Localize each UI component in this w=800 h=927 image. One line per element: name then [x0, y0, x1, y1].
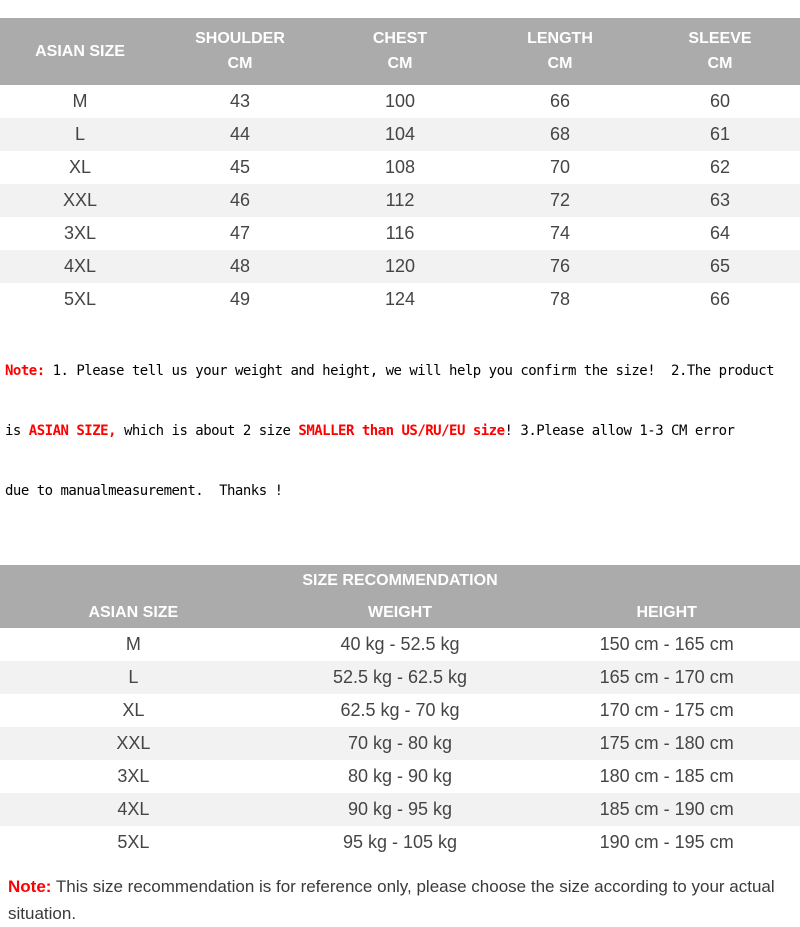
- length-cell: 72: [549, 190, 571, 210]
- length-cell: 66: [549, 91, 571, 111]
- shoulder-cell: 49: [229, 289, 251, 309]
- table-row: [0, 184, 800, 217]
- measurement-table: [0, 18, 800, 316]
- table-row: [0, 760, 800, 793]
- size-cell: M: [72, 91, 88, 111]
- column-label: ASIAN SIZE: [35, 42, 125, 60]
- sleeve-cell: 65: [709, 256, 731, 276]
- length-cell: 70: [549, 157, 571, 177]
- note-text: due to manualmeasurement. Thanks !: [5, 483, 283, 499]
- column-label: LENGTH: [527, 30, 593, 47]
- column-header-chest: [320, 18, 480, 85]
- weight-cell: 52.5 kg - 62.5 kg: [332, 667, 468, 687]
- size-cell: XL: [68, 157, 92, 177]
- note-line: [5, 481, 800, 501]
- length-cell: 74: [549, 223, 571, 243]
- column-header-length: [480, 18, 640, 85]
- sleeve-cell: 63: [709, 190, 731, 210]
- table-row: [0, 793, 800, 826]
- shoulder-cell: 47: [229, 223, 251, 243]
- table-title: SIZE RECOMMENDATION: [302, 572, 498, 589]
- column-header-shoulder: [160, 18, 320, 85]
- shoulder-cell: 45: [229, 157, 251, 177]
- sleeve-cell: 62: [709, 157, 731, 177]
- weight-cell: 95 kg - 105 kg: [342, 832, 458, 852]
- column-header-asian-size: ASIAN SIZE: [88, 603, 179, 621]
- recommendation-table-body: [0, 628, 800, 859]
- chest-cell: 100: [384, 91, 416, 111]
- measurement-table-body: [0, 85, 800, 316]
- weight-cell: 80 kg - 90 kg: [347, 766, 453, 786]
- table-row: [0, 283, 800, 316]
- chest-cell: 124: [384, 289, 416, 309]
- column-header-weight: WEIGHT: [368, 603, 432, 621]
- size-cell: 3XL: [63, 223, 97, 243]
- note-highlight: ASIAN SIZE,: [28, 423, 117, 439]
- sleeve-cell: 61: [709, 124, 731, 144]
- sizing-note: [5, 321, 800, 521]
- size-cell: L: [128, 667, 139, 687]
- recommendation-table-header: [0, 565, 800, 628]
- note-label: Note:: [5, 363, 45, 379]
- size-cell: XXL: [62, 190, 98, 210]
- table-row: [0, 661, 800, 694]
- column-unit: CM: [547, 55, 573, 72]
- shoulder-cell: 44: [229, 124, 251, 144]
- table-row: [0, 727, 800, 760]
- length-cell: 76: [549, 256, 571, 276]
- shoulder-cell: 43: [229, 91, 251, 111]
- weight-cell: 90 kg - 95 kg: [347, 799, 453, 819]
- size-cell: 4XL: [63, 256, 97, 276]
- chest-cell: 112: [385, 190, 415, 210]
- note-label: Note:: [8, 877, 52, 896]
- height-cell: 190 cm - 195 cm: [599, 832, 734, 852]
- note-line: [5, 361, 800, 381]
- size-cell: 5XL: [117, 832, 150, 852]
- table-row: [0, 826, 800, 859]
- sleeve-cell: 60: [709, 91, 731, 111]
- measurement-table-header: [0, 18, 800, 85]
- note-text: is: [5, 423, 29, 439]
- note-text: which is about 2 size: [116, 423, 299, 439]
- height-cell: 180 cm - 185 cm: [599, 766, 734, 786]
- height-cell: 165 cm - 170 cm: [599, 667, 734, 687]
- length-cell: 78: [549, 289, 571, 309]
- chest-cell: 116: [385, 223, 415, 243]
- table-row: [0, 628, 800, 661]
- height-cell: 185 cm - 190 cm: [599, 799, 734, 819]
- size-cell: L: [74, 124, 85, 144]
- weight-cell: 40 kg - 52.5 kg: [340, 634, 460, 654]
- table-row: [0, 85, 800, 118]
- size-cell: 3XL: [117, 766, 150, 786]
- size-cell: M: [125, 634, 141, 654]
- column-header-asian-size: [0, 18, 160, 85]
- recommendation-table: [0, 565, 800, 859]
- table-row: [0, 217, 800, 250]
- sleeve-cell: 66: [709, 289, 731, 309]
- shoulder-cell: 46: [229, 190, 251, 210]
- size-cell: XL: [122, 700, 145, 720]
- column-unit: CM: [707, 55, 733, 72]
- chest-cell: 120: [384, 256, 416, 276]
- chest-cell: 104: [384, 124, 416, 144]
- length-cell: 68: [549, 124, 571, 144]
- size-cell: 4XL: [117, 799, 150, 819]
- table-row: [0, 151, 800, 184]
- note-text: 1. Please tell us your weight and height, we will help you confirm the size! 2.The product: [44, 363, 775, 379]
- sleeve-cell: 64: [709, 223, 731, 243]
- table-row: [0, 694, 800, 727]
- column-header-sleeve: [640, 18, 800, 85]
- size-cell: XXL: [116, 733, 151, 753]
- recommendation-note: [8, 873, 790, 927]
- note-text: ! 3.Please allow 1-3 CM error: [504, 423, 735, 439]
- column-header-height: HEIGHT: [636, 603, 697, 621]
- column-label: CHEST: [372, 30, 428, 47]
- note-text: This size recommendation is for reference only, please choose the size according to your actual situation.: [8, 877, 775, 923]
- column-unit: CM: [227, 55, 253, 72]
- recommendation-columns: [0, 597, 800, 628]
- column-label: SHOULDER: [195, 30, 285, 47]
- weight-cell: 62.5 kg - 70 kg: [340, 700, 460, 720]
- height-cell: 170 cm - 175 cm: [599, 700, 734, 720]
- height-cell: 150 cm - 165 cm: [599, 634, 734, 654]
- shoulder-cell: 48: [229, 256, 251, 276]
- table-row: [0, 250, 800, 283]
- chest-cell: 108: [384, 157, 416, 177]
- note-line: [5, 421, 800, 441]
- height-cell: 175 cm - 180 cm: [599, 733, 734, 753]
- weight-cell: 70 kg - 80 kg: [347, 733, 453, 753]
- column-unit: CM: [387, 55, 413, 72]
- size-cell: 5XL: [63, 289, 97, 309]
- column-label: SLEEVE: [688, 30, 752, 47]
- table-row: [0, 118, 800, 151]
- note-highlight: SMALLER than US/RU/EU size: [298, 423, 505, 439]
